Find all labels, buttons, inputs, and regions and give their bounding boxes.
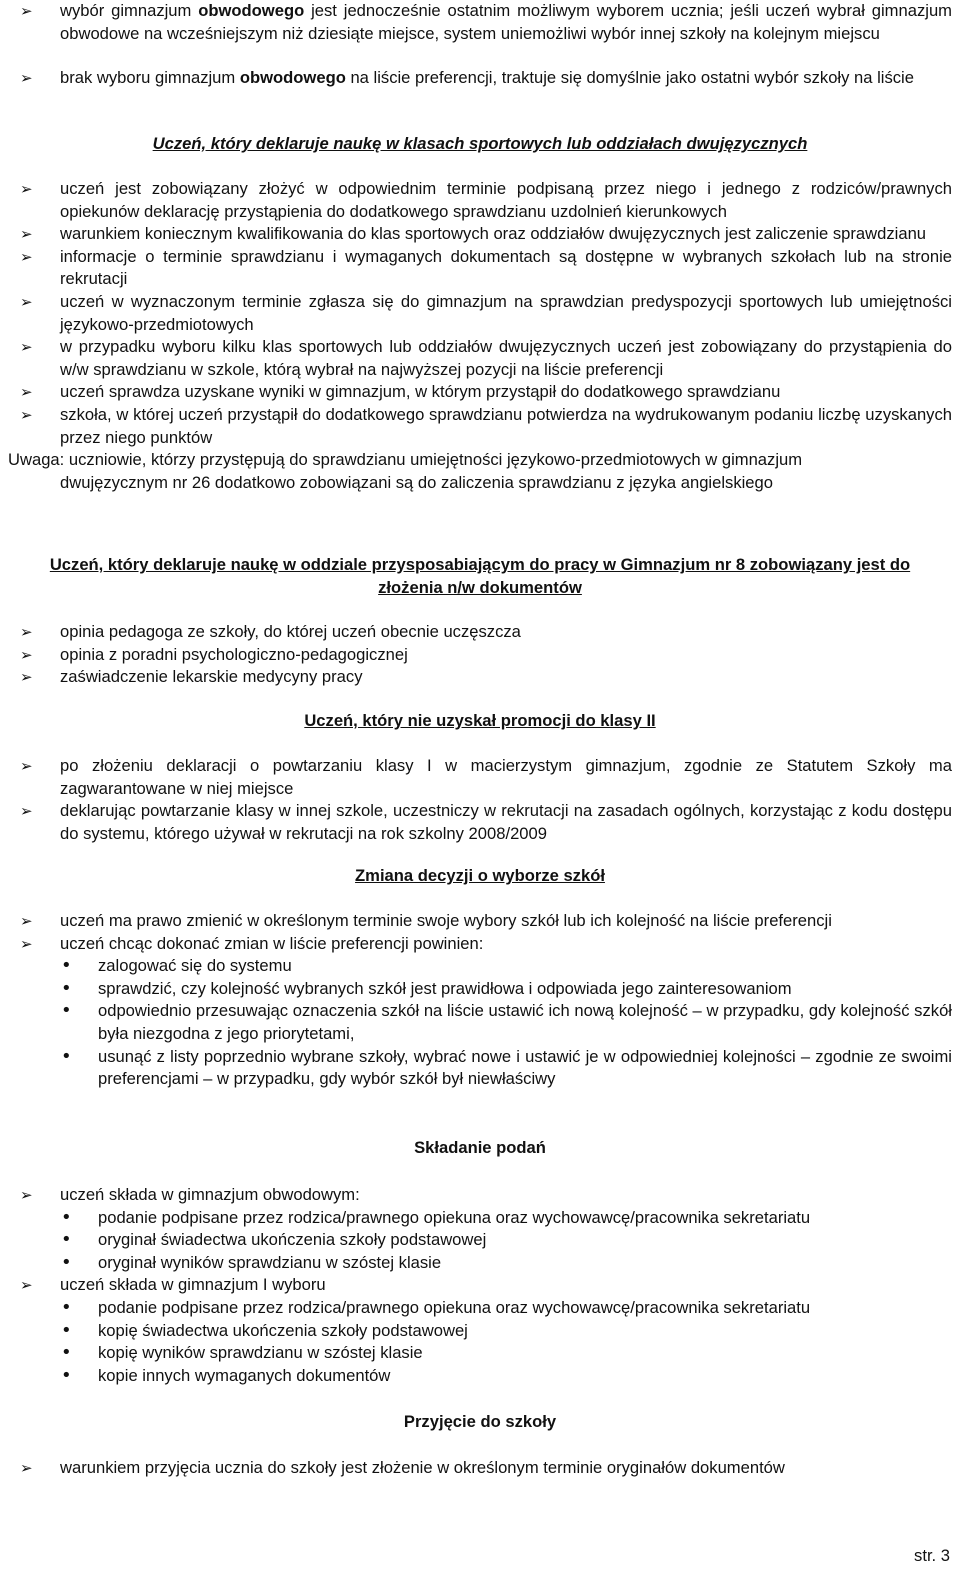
bullet-item: • odpowiednio przesuwając oznaczenia szkół na liście ustawić ich nową kolejność – w przypadku, gdy kolejność szkół była niezgodna z jego priorytetami,: [0, 1000, 960, 1045]
section-podania-list: [0, 1184, 960, 1387]
list-item: ➢ uczeń składa w gimnazjum I wyboru: [0, 1274, 960, 1297]
list-item: ➢ opinia pedagoga ze szkoły, do której uczeń obecnie uczęszcza: [0, 621, 960, 644]
list-item: ➢ warunkiem koniecznym kwalifikowania do klas sportowych oraz oddziałów dwujęzycznych jest zaliczenie sprawdzianu: [0, 223, 960, 246]
bullet-item: • usunąć z listy poprzednio wybrane szkoły, wybrać nowe i ustawić je w odpowiedniej kolejności – zgodnie ze swoimi preferencjami – w przypadku, gdy wybór szkół był niewłaściwy: [0, 1046, 960, 1091]
section-heading: Przyjęcie do szkoły: [403, 1412, 557, 1431]
bullet-item: • podanie podpisane przez rodzica/prawnego opiekuna oraz wychowawcę/pracownika sekretariatu: [0, 1297, 960, 1320]
list-item: ➢ uczeń chcąc dokonać zmian w liście preferencji powinien:: [0, 933, 960, 956]
section-heading: Uczeń, który deklaruje naukę w klasach sportowych lub oddziałach dwujęzycznych: [152, 134, 808, 153]
bullet-item: • kopie innych wymaganych dokumentów: [0, 1365, 960, 1388]
section-heading: Uczeń, który nie uzyskał promocji do klasy II: [304, 711, 656, 730]
list-item: ➢ zaświadczenie lekarskie medycyny pracy: [0, 666, 960, 689]
list-item: ➢ uczeń składa w gimnazjum obwodowym:: [0, 1184, 960, 1207]
section-przysp-list: [0, 621, 960, 689]
bullet-item: • kopię wyników sprawdzianu w szóstej klasie: [0, 1342, 960, 1365]
section-heading: Składanie podań: [414, 1138, 546, 1157]
list-item: ➢ uczeń w wyznaczonym terminie zgłasza się do gimnazjum na sprawdzian predyspozycji sportowych lub umiejętności językowo-przedmiotowych: [0, 291, 960, 336]
list-item: ➢ warunkiem przyjęcia ucznia do szkoły jest złożenie w określonym terminie oryginałów dokumentów: [0, 1457, 960, 1480]
section-przyjecie-list: [0, 1457, 960, 1480]
list-item: ➢ uczeń sprawdza uzyskane wyniki w gimnazjum, w którym przystąpił do dodatkowego sprawdzianu: [0, 381, 960, 404]
section-heading: Zmiana decyzji o wyborze szkół: [355, 866, 605, 885]
section-zmiana-list: [0, 910, 960, 1091]
list-item: ➢ po złożeniu deklaracji o powtarzaniu klasy I w macierzystym gimnazjum, zgodnie ze Statutem Szkoły ma zagwarantowane w niej miejsce: [0, 755, 960, 800]
bullet-item: • sprawdzić, czy kolejność wybranych szkół jest prawidłowa i odpowiada jego zainteresowaniom: [0, 978, 960, 1001]
list-item: ➢ deklarując powtarzanie klasy w innej szkole, uczestniczy w rekrutacji na zasadach ogólnych, korzystając z kodu dostępu do systemu, którego używał w rekrutacji na rok szkolny 2008/2009: [0, 800, 960, 845]
bullet-item: • oryginał wyników sprawdzianu w szóstej klasie: [0, 1252, 960, 1275]
note-line: Uwaga: uczniowie, którzy przystępują do sprawdzianu umiejętności językowo-przedmiotowych w gimnazjum: [8, 450, 803, 470]
list-item: ➢ uczeń jest zobowiązany złożyć w odpowiednim terminie podpisaną przez niego i jednego z rodziców/prawnych opiekunów deklarację przystąpienia do dodatkowego sprawdzianu uzdolnień kierunkowych: [0, 178, 960, 223]
list-item: ➢ uczeń ma prawo zmienić w określonym terminie swoje wybory szkół lub ich kolejność na liście preferencji: [0, 910, 960, 933]
list-item: ➢ opinia z poradni psychologiczno-pedagogicznej: [0, 644, 960, 667]
page-number: str. 3: [914, 1546, 950, 1565]
section-heading: Uczeń, który deklaruje naukę w oddziale przysposabiającym do pracy w Gimnazjum nr 8 zobowiązany jest do złożenia n/w dokumentów: [49, 555, 911, 597]
bullet-item: • kopię świadectwa ukończenia szkoły podstawowej: [0, 1320, 960, 1343]
bullet-item: • zalogować się do systemu: [0, 955, 960, 978]
list-item: ➢ szkoła, w której uczeń przystąpił do dodatkowego sprawdzianu potwierdza na wydrukowanym podaniu liczbę uzyskanych przez niego punktów: [0, 404, 960, 449]
list-item: ➢ wybór gimnazjum obwodowego jest jednocześnie ostatnim możliwym wyborem ucznia; jeśli uczeń wybrał gimnazjum obwodowe na wcześniejszym niż dziesiąte miejsce, system uniemożliwi wybór innej szkoły na kolejnym miejscu: [0, 0, 960, 45]
note-line: dwujęzycznym nr 26 dodatkowo zobowiązani są do zaliczenia sprawdzianu z języka angielskiego: [60, 472, 773, 492]
section-promocja-list: [0, 755, 960, 845]
list-item: ➢ brak wyboru gimnazjum obwodowego na liście preferencji, traktuje się domyślnie jako ostatni wybór szkoły na liście: [0, 67, 960, 90]
list-item: ➢ informacje o terminie sprawdzianu i wymaganych dokumentach są dostępne w wybranych szkołach lub na stronie rekrutacji: [0, 246, 960, 291]
bullet-item: • oryginał świadectwa ukończenia szkoły podstawowej: [0, 1229, 960, 1252]
list-item: ➢ w przypadku wyboru kilku klas sportowych lub oddziałów dwujęzycznych uczeń jest zobowiązany do przystąpienia do w/w sprawdzianu w szkole, którą wybrał na najwyższej pozycji na liście preferencji: [0, 336, 960, 381]
bullet-item: • podanie podpisane przez rodzica/prawnego opiekuna oraz wychowawcę/pracownika sekretariatu: [0, 1207, 960, 1230]
section-sport-list: [0, 178, 960, 494]
